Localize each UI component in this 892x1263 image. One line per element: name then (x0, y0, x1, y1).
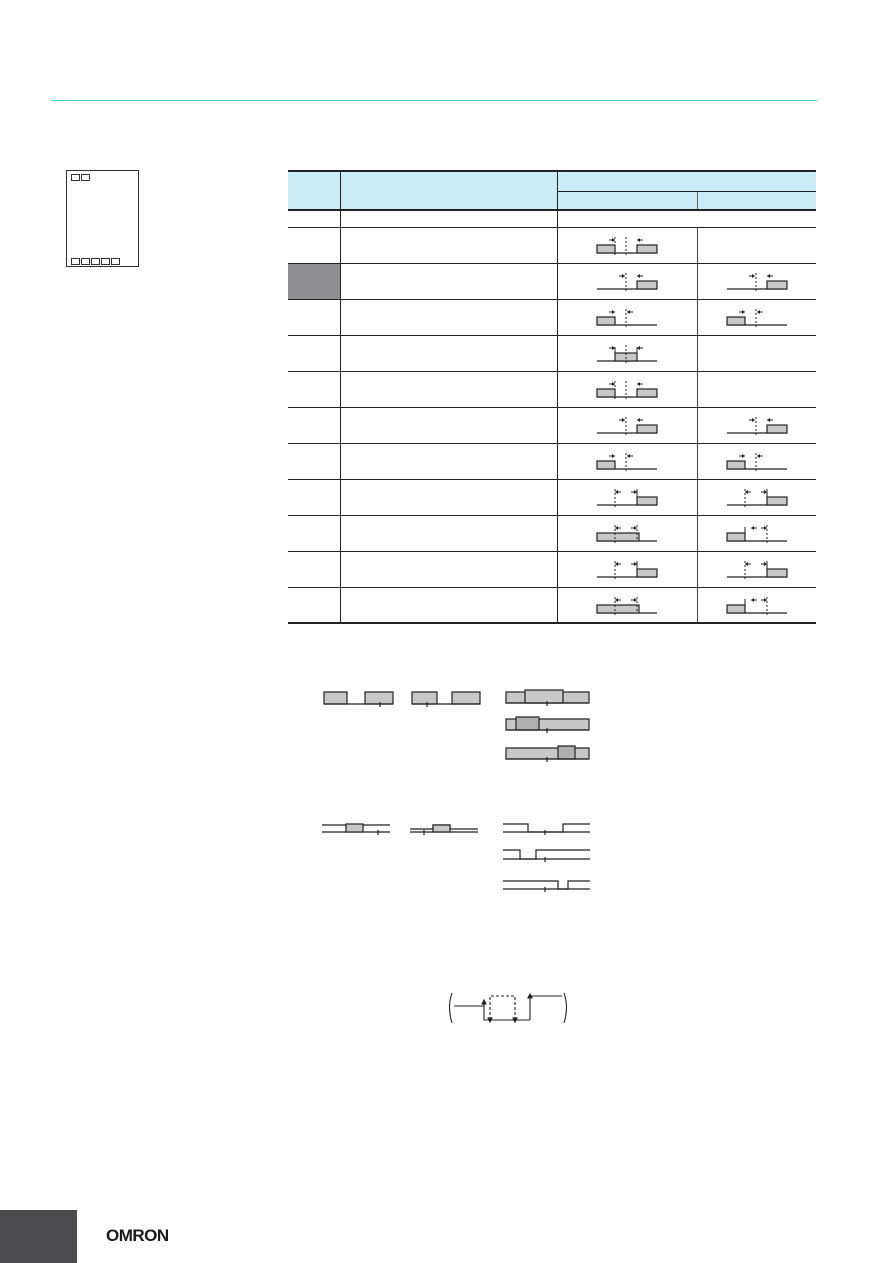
cell-positive-diagram (557, 335, 697, 371)
cell-negative-diagram (697, 587, 816, 623)
indicator-lamp (91, 258, 100, 265)
positive-alarm-diagram (595, 303, 659, 331)
header-negative-value (697, 192, 816, 211)
cell-set-value (288, 551, 340, 587)
cell-positive-diagram (557, 227, 697, 263)
cell-alarm-type (340, 479, 557, 515)
table-row (288, 443, 816, 479)
cell-alarm-type (340, 210, 557, 227)
indicator-lamp (101, 258, 110, 265)
cell-set-value (288, 443, 340, 479)
cell-alarm-type (340, 263, 557, 299)
cell-set-value (288, 371, 340, 407)
negative-alarm-diagram (725, 483, 789, 511)
table-row (288, 335, 816, 371)
cell-set-value (288, 587, 340, 623)
cell-alarm-type (340, 551, 557, 587)
alarm-diagram-group-1 (318, 686, 598, 766)
negative-alarm-diagram (725, 591, 789, 619)
cell-negative-diagram (697, 479, 816, 515)
cell-positive-diagram (557, 443, 697, 479)
hysteresis-diagram (446, 990, 570, 1026)
table-row (288, 371, 816, 407)
negative-alarm-diagram (725, 411, 789, 439)
cell-set-value (288, 479, 340, 515)
cell-output (557, 210, 816, 227)
positive-alarm-diagram (595, 231, 659, 259)
positive-alarm-diagram (595, 591, 659, 619)
cell-alarm-type (340, 515, 557, 551)
cell-positive-diagram (557, 515, 697, 551)
cell-alarm-type (340, 299, 557, 335)
positive-alarm-diagram (595, 519, 659, 547)
cell-set-value (288, 407, 340, 443)
table-row (288, 515, 816, 551)
table-row (288, 587, 816, 623)
cell-alarm-type (340, 443, 557, 479)
cell-negative-diagram (697, 335, 816, 371)
cell-alarm-type (340, 407, 557, 443)
cell-positive-diagram (557, 407, 697, 443)
omron-logo (106, 1226, 176, 1244)
positive-alarm-diagram (595, 267, 659, 295)
header-positive-value (557, 192, 697, 211)
indicator-lamp (71, 258, 80, 265)
cell-negative-diagram (697, 299, 816, 335)
positive-alarm-diagram (595, 339, 659, 367)
table-row (288, 210, 816, 227)
indicator-lamp (111, 258, 120, 265)
cell-set-value (288, 210, 340, 227)
cell-alarm-type (340, 227, 557, 263)
cell-negative-diagram (697, 263, 816, 299)
cell-alarm-type (340, 587, 557, 623)
cell-alarm-type (340, 335, 557, 371)
cell-set-value (288, 335, 340, 371)
cell-alarm-type (340, 371, 557, 407)
cell-negative-diagram (697, 371, 816, 407)
positive-alarm-diagram (595, 483, 659, 511)
header-output-function (557, 171, 816, 192)
cell-positive-diagram (557, 371, 697, 407)
indicator-lamp (81, 174, 90, 181)
cell-positive-diagram (557, 299, 697, 335)
positive-alarm-diagram (595, 555, 659, 583)
table-row (288, 227, 816, 263)
cell-positive-diagram (557, 587, 697, 623)
cell-positive-diagram (557, 551, 697, 587)
indicator-lamp (81, 258, 90, 265)
cell-positive-diagram (557, 479, 697, 515)
footer-tab (0, 1210, 77, 1263)
table-row (288, 479, 816, 515)
table-row (288, 551, 816, 587)
negative-alarm-diagram (725, 447, 789, 475)
cell-set-value (288, 299, 340, 335)
header-set-value (288, 171, 340, 210)
cell-positive-diagram (557, 263, 697, 299)
header-accent-rule (51, 100, 817, 101)
alarm-type-table (288, 170, 816, 624)
cell-negative-diagram (697, 407, 816, 443)
positive-alarm-diagram (595, 375, 659, 403)
controller-display-panel (66, 170, 139, 267)
cell-negative-diagram (697, 551, 816, 587)
table-row (288, 407, 816, 443)
table-header (288, 171, 816, 210)
alarm-diagram-group-2 (318, 818, 598, 898)
negative-alarm-diagram (725, 267, 789, 295)
indicator-lamp (71, 174, 80, 181)
brand-wordmark: OMRON (106, 1226, 169, 1244)
cell-set-value (288, 227, 340, 263)
positive-alarm-diagram (595, 447, 659, 475)
positive-alarm-diagram (595, 411, 659, 439)
negative-alarm-diagram (725, 303, 789, 331)
cell-negative-diagram (697, 227, 816, 263)
table-row (288, 299, 816, 335)
negative-alarm-diagram (725, 555, 789, 583)
cell-set-value (288, 263, 340, 299)
cell-set-value (288, 515, 340, 551)
header-alarm-type (340, 171, 557, 210)
cell-negative-diagram (697, 515, 816, 551)
negative-alarm-diagram (725, 519, 789, 547)
cell-negative-diagram (697, 443, 816, 479)
table-row (288, 263, 816, 299)
